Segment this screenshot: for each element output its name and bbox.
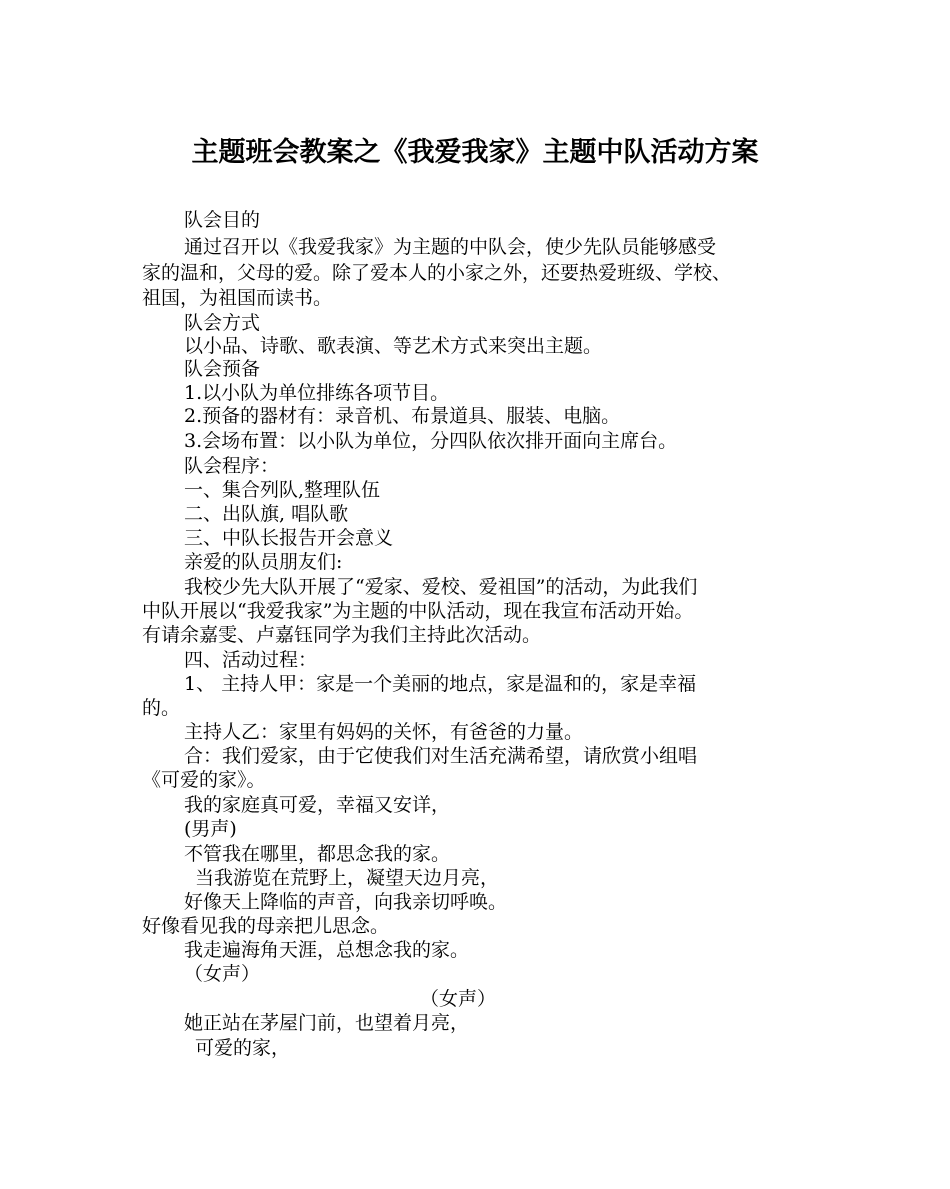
heading-procedure: 队会程序：	[184, 455, 280, 477]
paragraph-line: 1、 主持人甲：家是一个美丽的地点，家是温和的，家是幸福	[184, 673, 697, 695]
paragraph-line: 的。	[142, 697, 181, 719]
paragraph-line: 家的温和，父母的爱。除了爱本人的小家之外，还要热爱班级、学校、	[142, 262, 732, 284]
lyric-line: 可爱的家，	[195, 1037, 291, 1059]
paragraph-line: 有请余嘉雯、卢嘉钰同学为我们主持此次活动。	[142, 624, 542, 646]
lyric-line: 当我游览在荒野上，凝望天边月亮，	[195, 867, 500, 889]
heading-prep: 队会预备	[184, 358, 261, 380]
lyric-line: 不管我在哪里，都思念我的家。	[184, 843, 451, 865]
list-item: 3.会场布置：以小队为单位，分四队依次排开面向主席台。	[184, 430, 678, 452]
paragraph-line: 以小品、诗歌、歌表演、等艺术方式来突出主题。	[184, 335, 603, 357]
lyric-line: （女声）	[420, 988, 497, 1010]
list-item: 1.以小队为单位排练各项节目。	[184, 382, 450, 404]
paragraph-line: 亲爱的队员朋友们:	[184, 551, 343, 573]
paragraph-line: 主持人乙：家里有妈妈的关怀，有爸爸的力量。	[184, 721, 584, 743]
paragraph-line: 我校少先大队开展了“爱家、爱校、爱祖国”的活动，为此我们	[184, 576, 698, 598]
list-item: 一、集合列队,整理队伍	[184, 479, 381, 501]
lyric-line: 我走遍海角天涯，总想念我的家。	[184, 939, 470, 961]
lyric-line: 我的家庭真可爱，幸福又安详，	[184, 794, 451, 816]
lyric-line: 好像看见我的母亲把儿思念。	[142, 915, 390, 937]
paragraph-line: 祖国，为祖国而读书。	[142, 287, 333, 309]
heading-activity: 四、活动过程：	[184, 649, 318, 671]
heading-method: 队会方式	[184, 312, 261, 334]
lyric-line: 好像天上降临的声音，向我亲切呼唤。	[184, 891, 508, 913]
paragraph-line: 《可爱的家》。	[142, 769, 266, 791]
list-item: 三、中队长报告开会意义	[184, 527, 394, 549]
heading-purpose: 队会目的	[184, 209, 261, 231]
lyric-line: 她正站在茅屋门前，也望着月亮，	[184, 1012, 470, 1034]
list-item: 二、出队旗, 唱队歌	[184, 503, 349, 525]
document-title: 主题班会教案之《我爱我家》主题中队活动方案	[191, 137, 759, 168]
lyric-line: (男声)	[184, 818, 237, 840]
paragraph-line: 通过召开以《我爱我家》为主题的中队会，使少先队员能够感受	[184, 236, 717, 258]
list-item: 2.预备的器材有：录音机、布景道具、服装、电脑。	[184, 405, 621, 427]
lyric-line: （女声）	[184, 963, 261, 985]
paragraph-line: 中队开展以“我爱我家”为主题的中队活动，现在我宣布活动开始。	[142, 600, 694, 622]
paragraph-line: 合：我们爱家，由于它使我们对生活充满希望，请欣赏小组唱	[184, 745, 698, 767]
